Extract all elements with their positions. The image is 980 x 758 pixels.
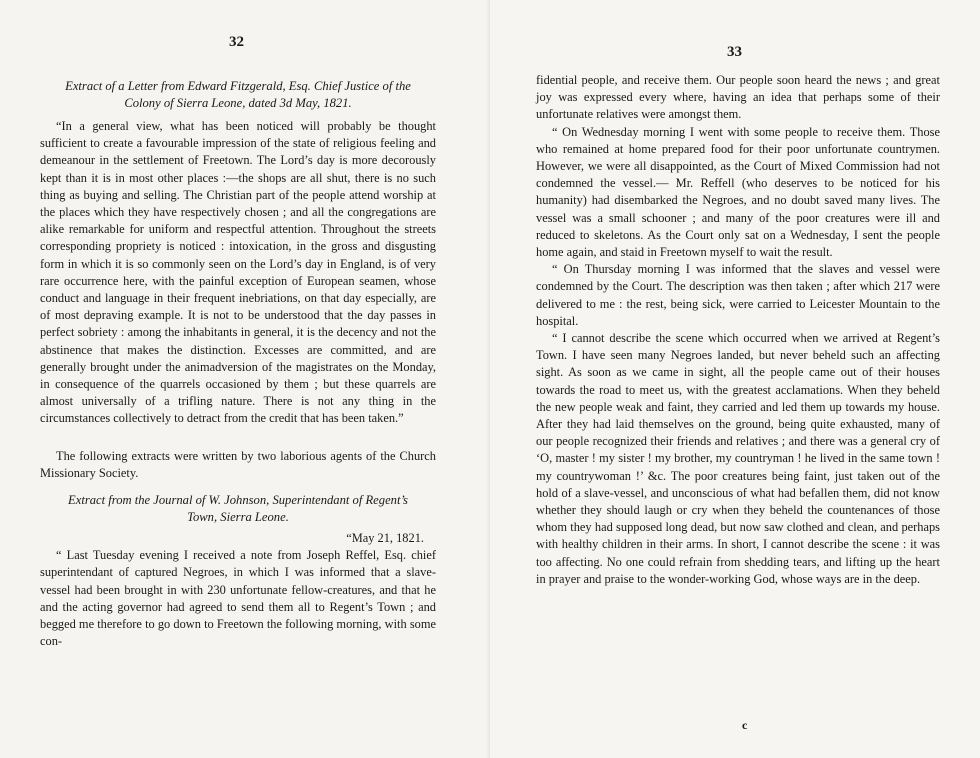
left-page-number: 32	[229, 34, 244, 50]
letter-paragraph: “In a general view, what has been noticed will probably be thought sufficient to create a favourable impression of the state of religious feeling and demeanour in the settlement of Freetown. The Lord’s day is more decorously kept than it is in most other places :—the shops are all shut, there is no such thing as buying and selling. The Christian part of the people attend worship at the places which they have respectively chosen ; and all the congregations are alike remarkable for uniform and respectful attention. Throughout the streets corresponding propriety is noticed : intoxication, in the gross and disgusting form in which it is so commonly seen on the Lord’s day in England, is of very rare occurrence here, with the painful exception of European seamen, whose conduct and language in their frequent inebriations, on that day especially, are of most depraving example. It is not to be understood that the day passes in perfect sobriety : among the inhabitants in general, it is the decency and not the abstinence that makes the distinction. Excesses are committed, and are generally brought under the animadversion of the magistrates on the Monday, in consequence of the quarrels occasioned by them ; but these quarrels are almost universally of a trifling nature. There is not any thing in the circumstances collectively to detract from the credit that has been taken.”	[40, 119, 436, 426]
journal-paragraph-thursday: “ On Thursday morning I was informed that the slaves and vessel were condemned by the Court. The description was then taken ; after which 217 were delivered to me : the rest, being sick, were carried to Leicester Mountain to the hospital.	[536, 262, 940, 328]
right-page-number: 33	[727, 44, 742, 60]
journal-paragraph-wednesday: “ On Wednesday morning I went with some people to receive them. Those who remained at home prepared food for their poor unfortunate countrymen. However, we were all disappointed, as the Court of Mixed Commission had not condemned the vessel.— Mr. Reffell (who deserves to be noticed for his humanity) had disembarked the Negroes, and no doubt saved many lives. The vessel was a small schooner ; and many of the poor creatures were ill and reduced to skeletons. As the Court only sat on a Wednesday, I sent the people home again, and staid in Freetown myself to wait the result.	[536, 124, 940, 260]
right-page	[490, 0, 980, 758]
right-column	[536, 72, 940, 588]
journal-heading: Extract from the Journal of W. Johnson, Superintendant of Regent’s Town, Sierra Leone.	[68, 493, 408, 525]
journal-date: “May 21, 1821.	[346, 531, 424, 546]
journal-continuation: fidential people, and receive them. Our people soon heard the news ; and great joy was expressed every where, having an idea that perhaps some of their unfortunate relatives were amongst them.	[536, 73, 940, 122]
letter-heading: Extract of a Letter from Edward Fitzgerald, Esq. Chief Justice of the Colony of Sierra Leone, dated 3d May, 1821.	[65, 79, 411, 110]
extracts-intro: The following extracts were written by two laborious agents of the Church Missionary Society.	[40, 448, 436, 480]
left-column	[40, 78, 436, 650]
signature-mark: c	[742, 718, 748, 732]
journal-paragraph-arrival: “ I cannot describe the scene which occurred when we arrived at Regent’s Town. I have seen many Negroes landed, but never beheld such an affecting sight. As soon as we came in sight, all the people came out of their houses towards the road to meet us, with the greatest acclamations. When they beheld the new people weak and faint, they carried and led them up towards my house. After they had laid themselves on the ground, being quite exhausted, many of our people recognized their friends and relatives ; and there was a general cry of ‘O, master ! my sister ! my brother, my countryman ! he lived in the same town ! my countrywoman !’ &c. The poor creatures being faint, just taken out of the hold of a slave-vessel, and unconscious of what had befallen them, did not know whether they should laugh or cry when they beheld the countenances of those whom they had supposed long dead, but now saw clothed and clean, and perhaps with healthy children in their arms. In short, I cannot describe the scene : it was too affecting. No one could refrain from shedding tears, and lifting up the heart in prayer and praise to the wonder-working God, whose ways are in the deep.	[536, 331, 940, 586]
journal-paragraph-1: “ Last Tuesday evening I received a note from Joseph Reffel, Esq. chief superintendant of captured Negroes, in which I was informed that a slave-vessel had been brought in with 230 unfortunate fellow-creatures, and that he and the acting governor had agreed to send them all to Regent’s Town ; and begged me therefore to go down to Freetown the following morning, with some con-	[40, 548, 436, 649]
